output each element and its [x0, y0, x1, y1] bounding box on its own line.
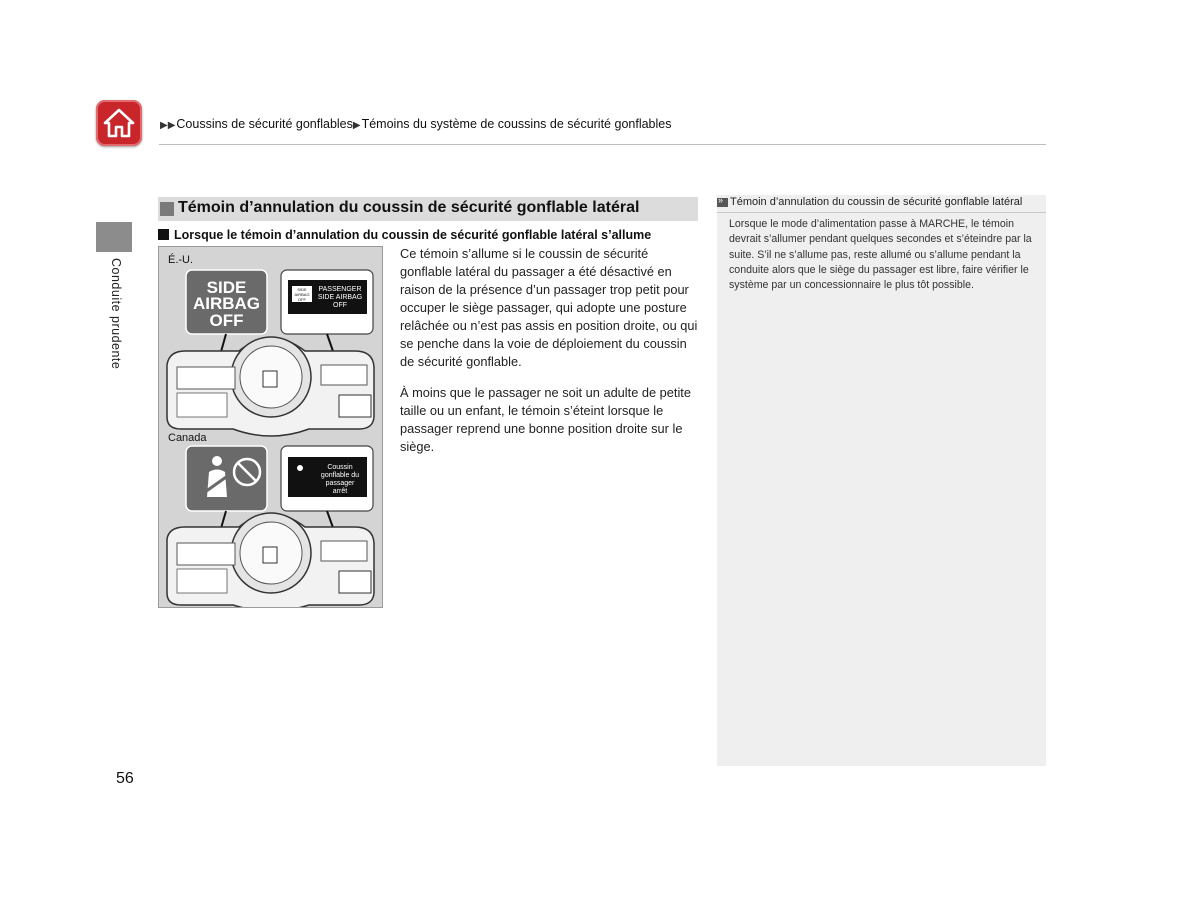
indicator-figure [158, 246, 383, 608]
subsection-title: Lorsque le témoin d’annulation du coussin de sécurité gonflable latéral s’allume [174, 228, 652, 242]
chapter-tab[interactable] [96, 222, 132, 252]
canada-display-line-1: Coussin [327, 464, 353, 471]
body-text [400, 245, 700, 469]
paragraph-2: À moins que le passager ne soit un adulte de petite taille ou un enfant, le témoin s’éteint lorsque le passager reprend une bonne position droite sur le siège. [400, 385, 691, 454]
us-display-line-2: SIDE AIRBAG [317, 294, 363, 301]
indicator-illustration [159, 247, 382, 607]
mini-indicator-line-3: OFF [298, 297, 306, 302]
section-title: Témoin d’annulation du coussin de sécurité gonflable latéral [178, 199, 640, 216]
indicator-line-3: OFF [209, 311, 244, 330]
home-icon [102, 106, 136, 140]
sidebar-body: Lorsque le mode d’alimentation passe à MARCHE, le témoin devrait s’allumer pendant quelques secondes et s’éteindre par la suite. S’il ne s’allume pas, reste allumé ou s’allume pendant la conduite alors que le siège du passager est libre, faire vérifier le système par un concessionnaire le plus tôt possible. [729, 218, 1032, 292]
us-instrument-cluster [167, 337, 374, 436]
indicator-line-1: SIDE [206, 278, 247, 297]
breadcrumb [160, 117, 671, 131]
mini-indicator-line-1: SIDE [297, 287, 307, 292]
sidebar-title: Témoin d’annulation du coussin de sécurité gonflable latéral [730, 196, 1023, 208]
page-number: 56 [116, 770, 134, 787]
paragraph-1: Ce témoin s’allume si le coussin de sécurité gonflable latéral du passager a été désactivé en raison de la présence d’un passager trop petit pour occuper le siège passager, qui adopte une posture relâchée ou n’est pas assis en position droite, ou qui se penche dans la voie de déploiement du coussin de sécurité gonflable. [400, 246, 698, 369]
breadcrumb-arrow-icon: ▶▶ [160, 120, 176, 131]
chapter-label: Conduite prudente [109, 258, 123, 370]
subheading-square-icon [158, 229, 169, 240]
us-label: É.-U. [168, 254, 194, 266]
mini-indicator-line-2: AIRBAG [294, 292, 310, 297]
heading-square-icon [160, 202, 174, 216]
sidebar-heading [717, 195, 1046, 213]
home-button[interactable] [96, 100, 142, 146]
breadcrumb-arrow-icon: ▶ [352, 120, 361, 131]
canada-display-line-3: passager [325, 480, 355, 487]
section-heading [158, 197, 698, 221]
breadcrumb-item-airbags[interactable]: Coussins de sécurité gonflables [176, 117, 353, 131]
canada-instrument-cluster [167, 513, 374, 607]
canada-label: Canada [168, 432, 207, 444]
header-divider [159, 144, 1046, 145]
canada-display-line-4: arrêt [332, 488, 348, 495]
us-display-line-3: OFF [333, 302, 347, 309]
breadcrumb-item-indicators[interactable]: Témoins du système de coussins de sécurité gonflables [361, 117, 672, 131]
indicator-line-2: AIRBAG [192, 294, 261, 313]
us-display-line-1: PASSENGER [318, 286, 362, 293]
subsection-heading [158, 228, 651, 242]
canada-display-line-2: gonflable du [320, 472, 360, 479]
mini-seat-icon [297, 465, 303, 471]
reference-icon [717, 198, 728, 207]
